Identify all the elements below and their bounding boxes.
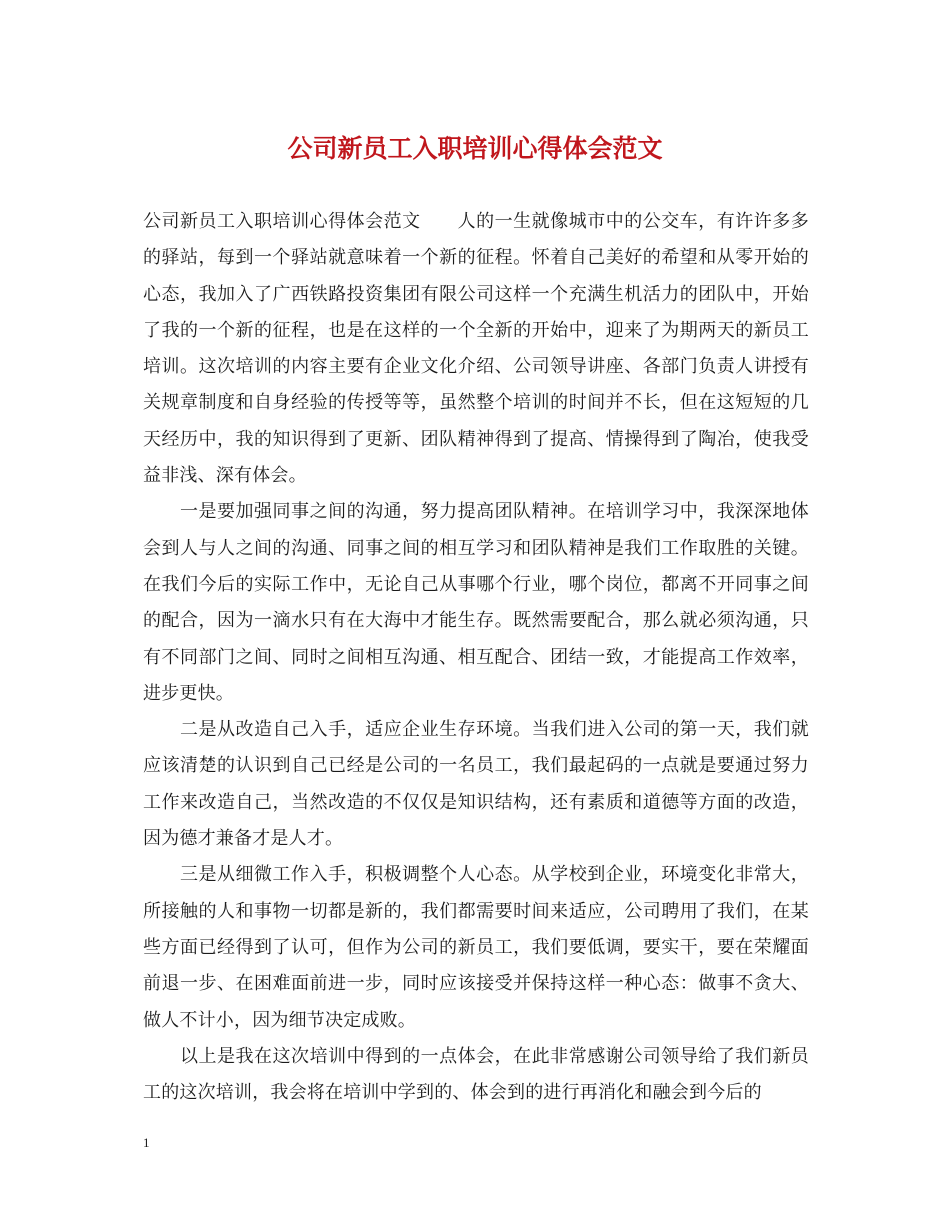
paragraph-conclusion: 以上是我在这次培训中得到的一点体会，在此非常感谢公司领导给了我们新员工的这次培训，我会将在培训中学到的、体会到的进行再消化和融会到今后的 bbox=[143, 1045, 809, 1104]
paragraph-intro: 公司新员工入职培训心得体会范文 人的一生就像城市中的公交车，有许许多多的驿站，每到一个驿站就意味着一个新的征程。怀着自己美好的希望和从零开始的心态，我加入了广西铁路投资集团有限公司这样一个充满生机活力的团队中，开始了我的一个新的征程，也是在这样的一个全新的开始中，迎来了为期两天的新员工培训。这次培训的内容主要有企业文化介绍、公司领导讲座、各部门负责人讲授有关规章制度和自身经验的传授等等，虽然整个培训的时间并不长，但在这短短的几天经历中，我的知识得到了更新、团队精神得到了提高、情操得到了陶冶，使我受益非浅、深有体会。 bbox=[143, 211, 809, 487]
page-number: 1 bbox=[143, 1135, 150, 1150]
paragraph-point-one: 一是要加强同事之间的沟通，努力提高团队精神。在培训学习中，我深深地体会到人与人之间的沟通、同事之间的相互学习和团队精神是我们工作取胜的关键。在我们今后的实际工作中，无论自己从事哪个行业，哪个岗位，都离不开同事之间的配合，因为一滴水只有在大海中才能生存。既然需要配合，那么就必须沟通，只有不同部门之间、同时之间相互沟通、相互配合、团结一致，才能提高工作效率，进步更快。 bbox=[143, 501, 809, 704]
paragraph-point-two: 二是从改造自己入手，适应企业生存环境。当我们进入公司的第一天，我们就应该清楚的认识到自己已经是公司的一名员工，我们最起码的一点就是要通过努力工作来改造自己，当然改造的不仅仅是知识结构，还有素质和道德等方面的改造，因为德才兼备才是人才。 bbox=[143, 719, 809, 850]
paragraph-point-three: 三是从细微工作入手，积极调整个人心态。从学校到企业，环境变化非常大，所接触的人和事物一切都是新的，我们都需要时间来适应，公司聘用了我们，在某些方面已经得到了认可，但作为公司的新员工，我们要低调，要实干，要在荣耀面前退一步、在困难面前进一步，同时应该接受并保持这样一种心态：做事不贪大、做人不计小，因为细节决定成败。 bbox=[143, 864, 809, 1031]
document-title: 公司新员工入职培训心得体会范文 bbox=[287, 134, 663, 163]
document-body bbox=[143, 204, 809, 1111]
